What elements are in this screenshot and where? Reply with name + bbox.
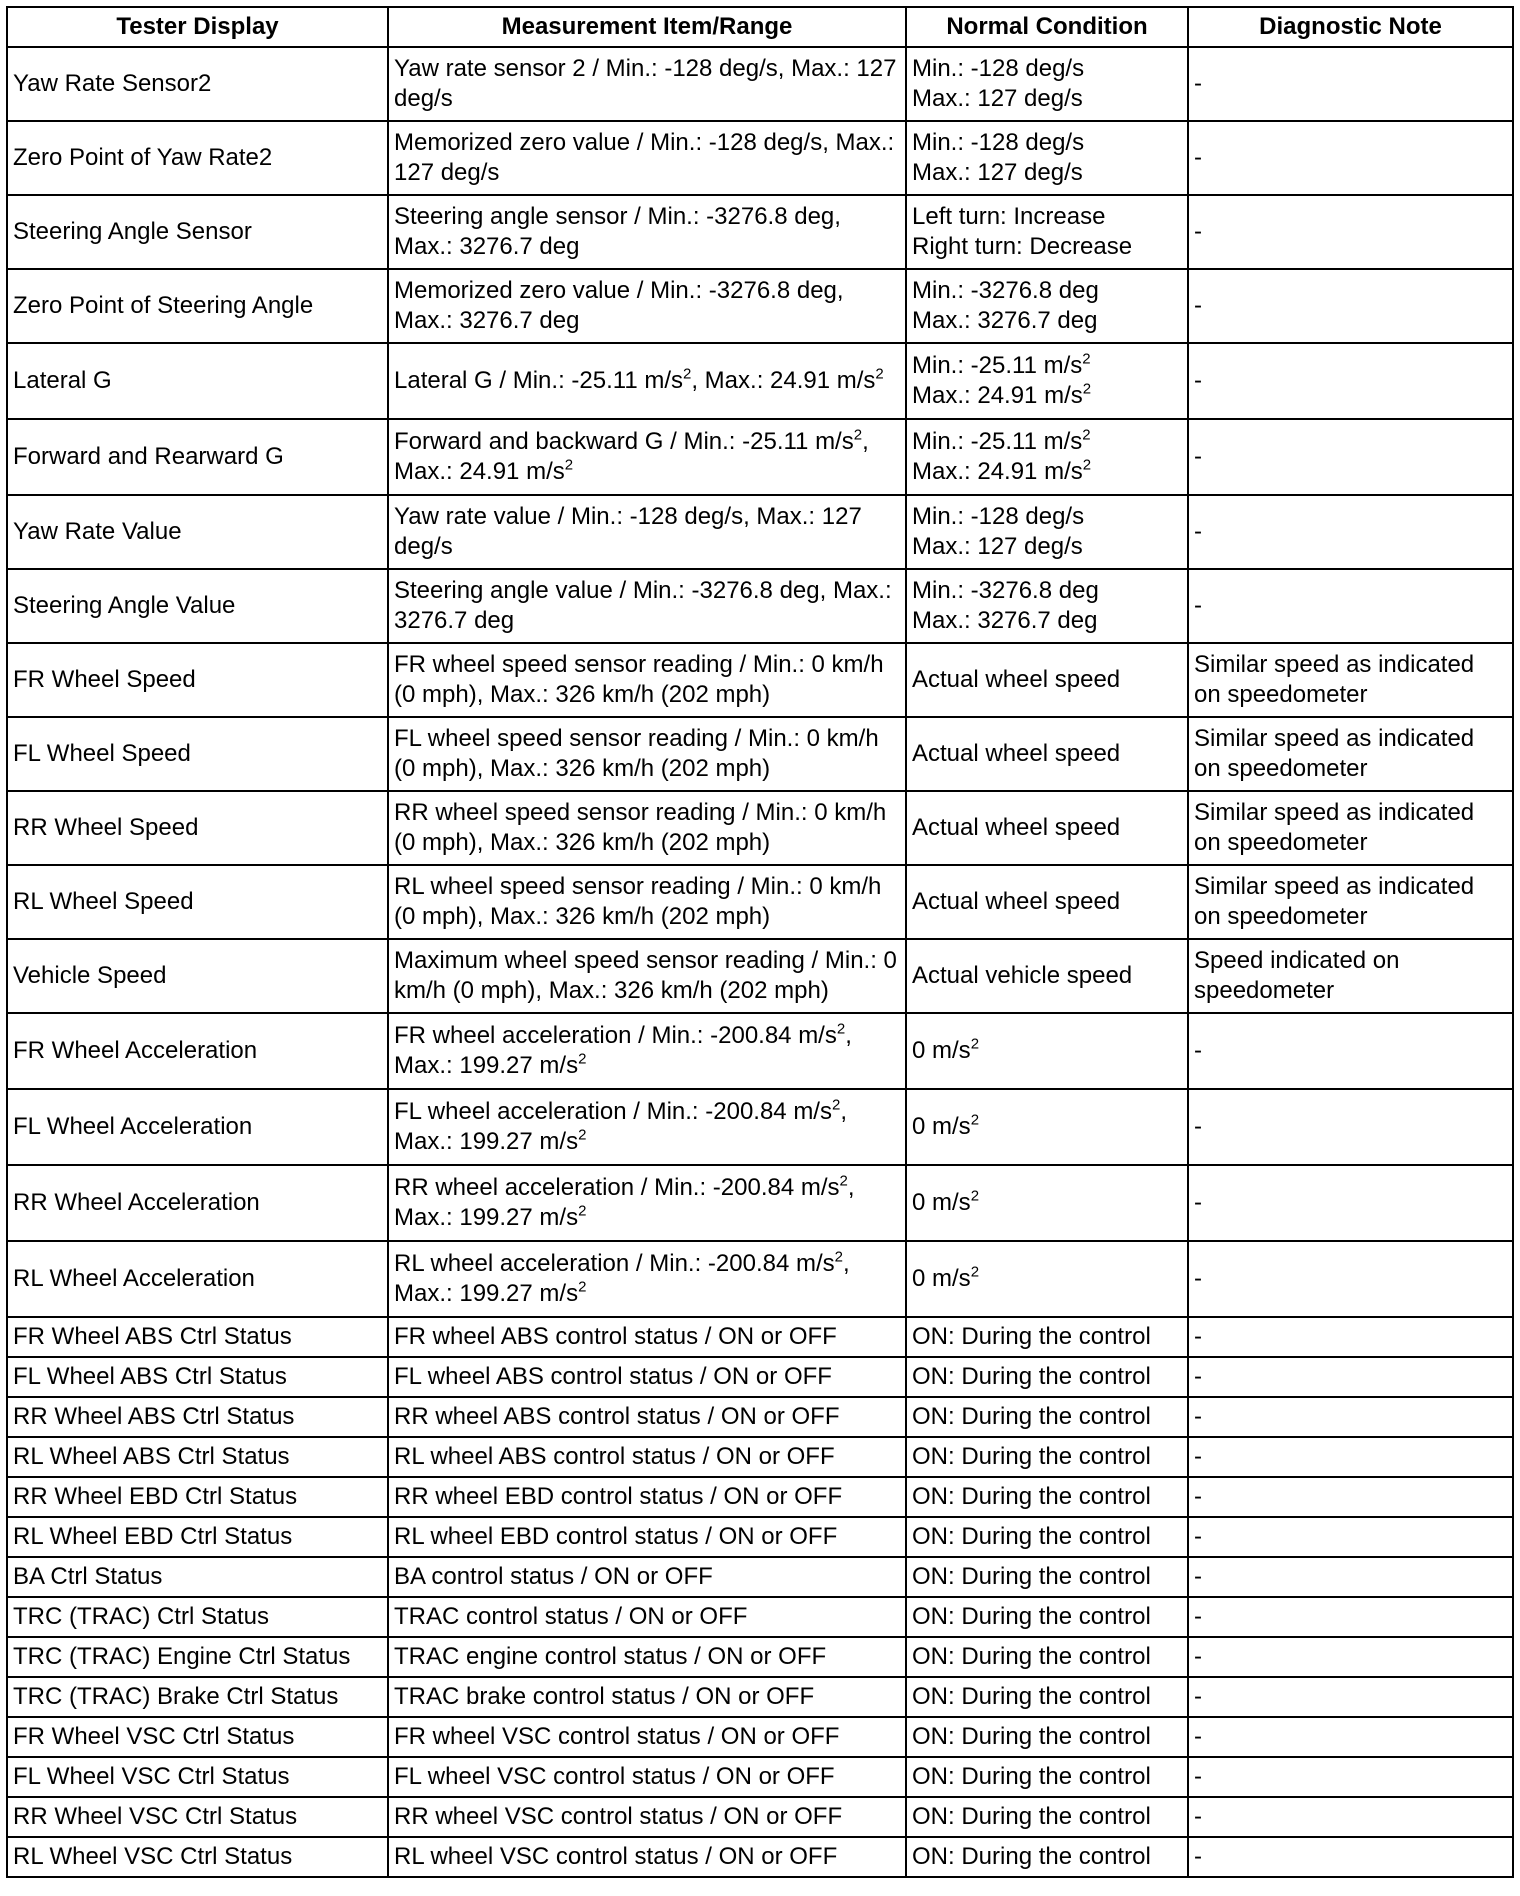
cell-diagnostic-note: Similar speed as indicated on speedometer: [1188, 791, 1513, 865]
cell-tester-display: RL Wheel Speed: [7, 865, 388, 939]
cell-tester-display: BA Ctrl Status: [7, 1557, 388, 1597]
cell-normal-condition: Actual wheel speed: [906, 717, 1188, 791]
cell-measurement-item-range: RL wheel acceleration / Min.: -200.84 $m/s^2$, Max.: 199.27 $m/s^2$: [388, 1241, 906, 1317]
cell-diagnostic-note: Speed indicated on speedometer: [1188, 939, 1513, 1013]
cell-measurement-item-range: RR wheel speed sensor reading / Min.: 0 km/h (0 mph), Max.: 326 km/h (202 mph): [388, 791, 906, 865]
cell-measurement-item-range: FR wheel acceleration / Min.: -200.84 $m/s^2$, Max.: 199.27 $m/s^2$: [388, 1013, 906, 1089]
cell-diagnostic-note: -: [1188, 419, 1513, 495]
cell-normal-condition: Actual vehicle speed: [906, 939, 1188, 1013]
cell-diagnostic-note: -: [1188, 1717, 1513, 1757]
cell-normal-condition: 0 $m/s^2$: [906, 1165, 1188, 1241]
table-row: [7, 1357, 1513, 1397]
cell-tester-display: FR Wheel VSC Ctrl Status: [7, 1717, 388, 1757]
cell-tester-display: Vehicle Speed: [7, 939, 388, 1013]
table-row: [7, 939, 1513, 1013]
cell-diagnostic-note: Similar speed as indicated on speedometer: [1188, 643, 1513, 717]
cell-normal-condition: Min.: -128 deg/s Max.: 127 deg/s: [906, 47, 1188, 121]
cell-normal-condition: Actual wheel speed: [906, 865, 1188, 939]
cell-diagnostic-note: -: [1188, 1517, 1513, 1557]
cell-normal-condition: 0 $m/s^2$: [906, 1013, 1188, 1089]
table-row: [7, 1717, 1513, 1757]
cell-normal-condition: Actual wheel speed: [906, 791, 1188, 865]
table-row: [7, 569, 1513, 643]
cell-measurement-item-range: FR wheel ABS control status / ON or OFF: [388, 1317, 906, 1357]
cell-measurement-item-range: TRAC engine control status / ON or OFF: [388, 1637, 906, 1677]
cell-normal-condition: ON: During the control: [906, 1437, 1188, 1477]
table-row: [7, 1757, 1513, 1797]
cell-normal-condition: ON: During the control: [906, 1557, 1188, 1597]
cell-diagnostic-note: Similar speed as indicated on speedometer: [1188, 717, 1513, 791]
cell-diagnostic-note: Similar speed as indicated on speedometer: [1188, 865, 1513, 939]
cell-normal-condition: ON: During the control: [906, 1797, 1188, 1837]
cell-diagnostic-note: -: [1188, 269, 1513, 343]
cell-tester-display: Zero Point of Steering Angle: [7, 269, 388, 343]
table-row: [7, 1517, 1513, 1557]
cell-measurement-item-range: FR wheel VSC control status / ON or OFF: [388, 1717, 906, 1757]
cell-diagnostic-note: -: [1188, 1241, 1513, 1317]
cell-normal-condition: 0 $m/s^2$: [906, 1241, 1188, 1317]
header-tester-display: Tester Display: [7, 7, 388, 47]
cell-measurement-item-range: RL wheel ABS control status / ON or OFF: [388, 1437, 906, 1477]
cell-diagnostic-note: -: [1188, 1797, 1513, 1837]
cell-measurement-item-range: Memorized zero value / Min.: -128 deg/s, Max.: 127 deg/s: [388, 121, 906, 195]
cell-normal-condition: Min.: -3276.8 deg Max.: 3276.7 deg: [906, 569, 1188, 643]
cell-tester-display: Zero Point of Yaw Rate2: [7, 121, 388, 195]
cell-diagnostic-note: -: [1188, 1757, 1513, 1797]
cell-measurement-item-range: Lateral G / Min.: -25.11 $m/s^2$, Max.: 24.91 $m/s^2$: [388, 343, 906, 419]
cell-diagnostic-note: -: [1188, 1437, 1513, 1477]
cell-diagnostic-note: -: [1188, 195, 1513, 269]
cell-diagnostic-note: -: [1188, 1677, 1513, 1717]
cell-normal-condition: Min.: -25.11 $m/s^2$ Max.: 24.91 $m/s^2$: [906, 343, 1188, 419]
cell-tester-display: FR Wheel Speed: [7, 643, 388, 717]
cell-tester-display: RR Wheel ABS Ctrl Status: [7, 1397, 388, 1437]
cell-diagnostic-note: -: [1188, 1357, 1513, 1397]
cell-measurement-item-range: Maximum wheel speed sensor reading / Min.: 0 km/h (0 mph), Max.: 326 km/h (202 mph): [388, 939, 906, 1013]
cell-tester-display: FL Wheel ABS Ctrl Status: [7, 1357, 388, 1397]
cell-measurement-item-range: Steering angle value / Min.: -3276.8 deg, Max.: 3276.7 deg: [388, 569, 906, 643]
table-row: [7, 1241, 1513, 1317]
cell-normal-condition: Left turn: Increase Right turn: Decrease: [906, 195, 1188, 269]
cell-normal-condition: Min.: -25.11 $m/s^2$ Max.: 24.91 $m/s^2$: [906, 419, 1188, 495]
table-row: [7, 269, 1513, 343]
cell-diagnostic-note: -: [1188, 569, 1513, 643]
cell-tester-display: Steering Angle Sensor: [7, 195, 388, 269]
cell-normal-condition: ON: During the control: [906, 1517, 1188, 1557]
cell-diagnostic-note: -: [1188, 1089, 1513, 1165]
table-row: [7, 1089, 1513, 1165]
cell-normal-condition: Min.: -128 deg/s Max.: 127 deg/s: [906, 121, 1188, 195]
cell-diagnostic-note: -: [1188, 1397, 1513, 1437]
cell-tester-display: FL Wheel Speed: [7, 717, 388, 791]
table-row: [7, 121, 1513, 195]
cell-measurement-item-range: Steering angle sensor / Min.: -3276.8 deg, Max.: 3276.7 deg: [388, 195, 906, 269]
cell-measurement-item-range: RR wheel ABS control status / ON or OFF: [388, 1397, 906, 1437]
table-row: [7, 1677, 1513, 1717]
table-row: [7, 1397, 1513, 1437]
cell-tester-display: RL Wheel VSC Ctrl Status: [7, 1837, 388, 1877]
cell-measurement-item-range: Memorized zero value / Min.: -3276.8 deg, Max.: 3276.7 deg: [388, 269, 906, 343]
cell-tester-display: Lateral G: [7, 343, 388, 419]
cell-measurement-item-range: RR wheel EBD control status / ON or OFF: [388, 1477, 906, 1517]
cell-measurement-item-range: FL wheel speed sensor reading / Min.: 0 km/h (0 mph), Max.: 326 km/h (202 mph): [388, 717, 906, 791]
cell-normal-condition: ON: During the control: [906, 1597, 1188, 1637]
cell-diagnostic-note: -: [1188, 343, 1513, 419]
cell-diagnostic-note: -: [1188, 1013, 1513, 1089]
cell-normal-condition: 0 $m/s^2$: [906, 1089, 1188, 1165]
cell-diagnostic-note: -: [1188, 1165, 1513, 1241]
cell-normal-condition: ON: During the control: [906, 1637, 1188, 1677]
cell-measurement-item-range: RL wheel speed sensor reading / Min.: 0 km/h (0 mph), Max.: 326 km/h (202 mph): [388, 865, 906, 939]
table-row: [7, 1317, 1513, 1357]
cell-measurement-item-range: RL wheel VSC control status / ON or OFF: [388, 1837, 906, 1877]
cell-measurement-item-range: FL wheel acceleration / Min.: -200.84 $m/s^2$, Max.: 199.27 $m/s^2$: [388, 1089, 906, 1165]
cell-measurement-item-range: FL wheel VSC control status / ON or OFF: [388, 1757, 906, 1797]
cell-measurement-item-range: RL wheel EBD control status / ON or OFF: [388, 1517, 906, 1557]
table-row: [7, 1837, 1513, 1877]
cell-measurement-item-range: Forward and backward G / Min.: -25.11 $m/s^2$, Max.: 24.91 $m/s^2$: [388, 419, 906, 495]
cell-diagnostic-note: -: [1188, 47, 1513, 121]
cell-tester-display: RR Wheel VSC Ctrl Status: [7, 1797, 388, 1837]
table-row: [7, 1597, 1513, 1637]
header-measurement-item-range: Measurement Item/Range: [388, 7, 906, 47]
table-row: [7, 1797, 1513, 1837]
cell-tester-display: FL Wheel Acceleration: [7, 1089, 388, 1165]
table-header: [7, 7, 1513, 47]
cell-tester-display: RL Wheel EBD Ctrl Status: [7, 1517, 388, 1557]
cell-normal-condition: ON: During the control: [906, 1357, 1188, 1397]
cell-normal-condition: Min.: -128 deg/s Max.: 127 deg/s: [906, 495, 1188, 569]
table-row: [7, 1437, 1513, 1477]
data-list-table: [6, 6, 1514, 1878]
table-row: [7, 865, 1513, 939]
cell-normal-condition: ON: During the control: [906, 1477, 1188, 1517]
cell-measurement-item-range: TRAC control status / ON or OFF: [388, 1597, 906, 1637]
table-row: [7, 495, 1513, 569]
cell-tester-display: FL Wheel VSC Ctrl Status: [7, 1757, 388, 1797]
cell-tester-display: Yaw Rate Sensor2: [7, 47, 388, 121]
cell-measurement-item-range: RR wheel acceleration / Min.: -200.84 $m/s^2$, Max.: 199.27 $m/s^2$: [388, 1165, 906, 1241]
cell-tester-display: TRC (TRAC) Brake Ctrl Status: [7, 1677, 388, 1717]
cell-normal-condition: Actual wheel speed: [906, 643, 1188, 717]
header-diagnostic-note: Diagnostic Note: [1188, 7, 1513, 47]
cell-measurement-item-range: RR wheel VSC control status / ON or OFF: [388, 1797, 906, 1837]
cell-normal-condition: ON: During the control: [906, 1837, 1188, 1877]
table-row: [7, 717, 1513, 791]
table-row: [7, 1013, 1513, 1089]
header-row: [7, 7, 1513, 47]
cell-tester-display: FR Wheel Acceleration: [7, 1013, 388, 1089]
cell-normal-condition: ON: During the control: [906, 1717, 1188, 1757]
cell-diagnostic-note: -: [1188, 1557, 1513, 1597]
cell-tester-display: RR Wheel Acceleration: [7, 1165, 388, 1241]
table-row: [7, 1637, 1513, 1677]
cell-diagnostic-note: -: [1188, 1317, 1513, 1357]
cell-diagnostic-note: -: [1188, 495, 1513, 569]
cell-normal-condition: ON: During the control: [906, 1757, 1188, 1797]
cell-diagnostic-note: -: [1188, 1637, 1513, 1677]
cell-normal-condition: Min.: -3276.8 deg Max.: 3276.7 deg: [906, 269, 1188, 343]
cell-tester-display: RL Wheel Acceleration: [7, 1241, 388, 1317]
cell-tester-display: Forward and Rearward G: [7, 419, 388, 495]
table-row: [7, 643, 1513, 717]
table-row: [7, 1165, 1513, 1241]
cell-tester-display: FR Wheel ABS Ctrl Status: [7, 1317, 388, 1357]
cell-normal-condition: ON: During the control: [906, 1677, 1188, 1717]
cell-diagnostic-note: -: [1188, 1477, 1513, 1517]
cell-measurement-item-range: FL wheel ABS control status / ON or OFF: [388, 1357, 906, 1397]
cell-measurement-item-range: Yaw rate sensor 2 / Min.: -128 deg/s, Max.: 127 deg/s: [388, 47, 906, 121]
table-row: [7, 419, 1513, 495]
table-row: [7, 195, 1513, 269]
cell-diagnostic-note: -: [1188, 1597, 1513, 1637]
cell-tester-display: TRC (TRAC) Engine Ctrl Status: [7, 1637, 388, 1677]
cell-normal-condition: ON: During the control: [906, 1397, 1188, 1437]
cell-tester-display: RR Wheel Speed: [7, 791, 388, 865]
cell-measurement-item-range: BA control status / ON or OFF: [388, 1557, 906, 1597]
header-normal-condition: Normal Condition: [906, 7, 1188, 47]
cell-tester-display: RR Wheel EBD Ctrl Status: [7, 1477, 388, 1517]
cell-measurement-item-range: FR wheel speed sensor reading / Min.: 0 km/h (0 mph), Max.: 326 km/h (202 mph): [388, 643, 906, 717]
cell-tester-display: TRC (TRAC) Ctrl Status: [7, 1597, 388, 1637]
table-row: [7, 1557, 1513, 1597]
cell-measurement-item-range: TRAC brake control status / ON or OFF: [388, 1677, 906, 1717]
table-row: [7, 1477, 1513, 1517]
cell-tester-display: RL Wheel ABS Ctrl Status: [7, 1437, 388, 1477]
cell-normal-condition: ON: During the control: [906, 1317, 1188, 1357]
table-row: [7, 47, 1513, 121]
cell-tester-display: Yaw Rate Value: [7, 495, 388, 569]
table-row: [7, 343, 1513, 419]
table-body: [7, 47, 1513, 1877]
cell-diagnostic-note: -: [1188, 121, 1513, 195]
cell-tester-display: Steering Angle Value: [7, 569, 388, 643]
cell-measurement-item-range: Yaw rate value / Min.: -128 deg/s, Max.: 127 deg/s: [388, 495, 906, 569]
table-row: [7, 791, 1513, 865]
cell-diagnostic-note: -: [1188, 1837, 1513, 1877]
